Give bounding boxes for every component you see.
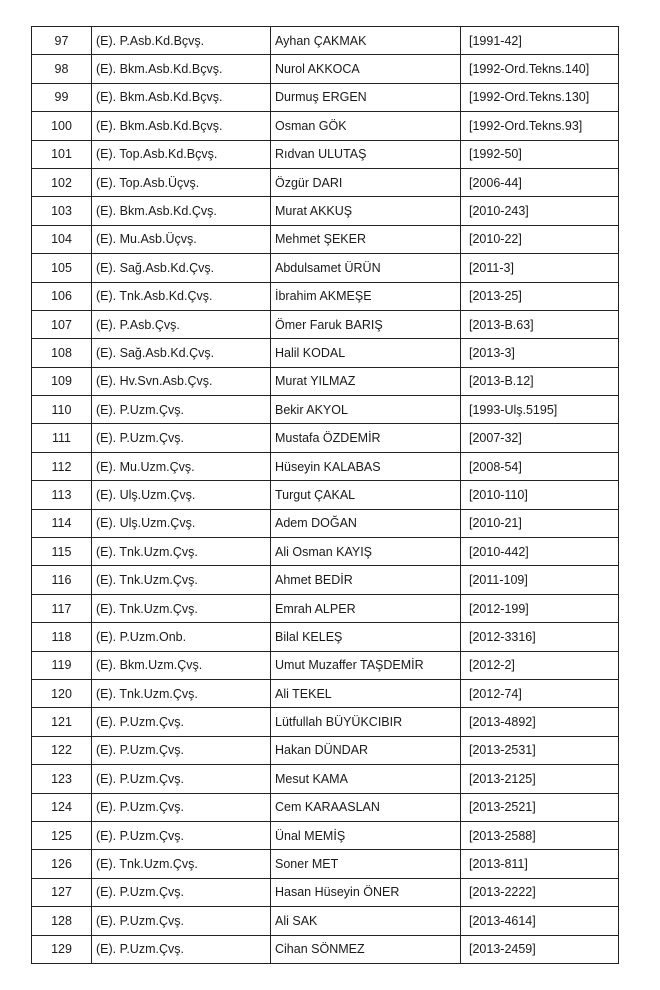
rank-cell: (E). Sağ.Asb.Kd.Çvş. bbox=[92, 254, 271, 282]
name-cell: Özgür DARI bbox=[271, 168, 461, 196]
name-cell: Hüseyin KALABAS bbox=[271, 452, 461, 480]
reference-cell: [2010-21] bbox=[461, 509, 619, 537]
reference-cell: [2010-442] bbox=[461, 538, 619, 566]
personnel-table bbox=[31, 26, 619, 964]
name-cell: Osman GÖK bbox=[271, 112, 461, 140]
row-number: 109 bbox=[32, 367, 92, 395]
rank-cell: (E). Mu.Uzm.Çvş. bbox=[92, 452, 271, 480]
table-row bbox=[32, 708, 619, 736]
reference-cell: [2013-4892] bbox=[461, 708, 619, 736]
rank-cell: (E). Bkm.Asb.Kd.Bçvş. bbox=[92, 112, 271, 140]
row-number: 125 bbox=[32, 821, 92, 849]
name-cell: Ömer Faruk BARIŞ bbox=[271, 310, 461, 338]
row-number: 101 bbox=[32, 140, 92, 168]
name-cell: Ali Osman KAYIŞ bbox=[271, 538, 461, 566]
row-number: 115 bbox=[32, 538, 92, 566]
reference-cell: [2013-2521] bbox=[461, 793, 619, 821]
row-number: 121 bbox=[32, 708, 92, 736]
row-number: 128 bbox=[32, 907, 92, 935]
rank-cell: (E). Tnk.Asb.Kd.Çvş. bbox=[92, 282, 271, 310]
name-cell: Murat AKKUŞ bbox=[271, 197, 461, 225]
row-number: 116 bbox=[32, 566, 92, 594]
table-row bbox=[32, 225, 619, 253]
rank-cell: (E). Tnk.Uzm.Çvş. bbox=[92, 850, 271, 878]
row-number: 105 bbox=[32, 254, 92, 282]
reference-cell: [1992-Ord.Tekns.93] bbox=[461, 112, 619, 140]
row-number: 113 bbox=[32, 481, 92, 509]
rank-cell: (E). Bkm.Asb.Kd.Bçvş. bbox=[92, 55, 271, 83]
reference-cell: [2010-243] bbox=[461, 197, 619, 225]
row-number: 124 bbox=[32, 793, 92, 821]
name-cell: Ahmet BEDİR bbox=[271, 566, 461, 594]
name-cell: Lütfullah BÜYÜKCIBIR bbox=[271, 708, 461, 736]
rank-cell: (E). Tnk.Uzm.Çvş. bbox=[92, 679, 271, 707]
reference-cell: [2013-25] bbox=[461, 282, 619, 310]
reference-cell: [2012-3316] bbox=[461, 623, 619, 651]
reference-cell: [2013-2531] bbox=[461, 736, 619, 764]
table-row bbox=[32, 27, 619, 55]
rank-cell: (E). Bkm.Asb.Kd.Çvş. bbox=[92, 197, 271, 225]
row-number: 120 bbox=[32, 679, 92, 707]
rank-cell: (E). P.Uzm.Çvş. bbox=[92, 396, 271, 424]
rank-cell: (E). P.Uzm.Çvş. bbox=[92, 424, 271, 452]
reference-cell: [1992-50] bbox=[461, 140, 619, 168]
rank-cell: (E). Bkm.Uzm.Çvş. bbox=[92, 651, 271, 679]
row-number: 123 bbox=[32, 765, 92, 793]
table-row bbox=[32, 566, 619, 594]
rank-cell: (E). Top.Asb.Kd.Bçvş. bbox=[92, 140, 271, 168]
reference-cell: [2007-32] bbox=[461, 424, 619, 452]
table-row bbox=[32, 878, 619, 906]
table-body bbox=[32, 27, 619, 964]
table-row bbox=[32, 55, 619, 83]
table-row bbox=[32, 793, 619, 821]
table-row bbox=[32, 481, 619, 509]
rank-cell: (E). P.Uzm.Çvş. bbox=[92, 736, 271, 764]
name-cell: Bekir AKYOL bbox=[271, 396, 461, 424]
reference-cell: [2013-2125] bbox=[461, 765, 619, 793]
table-row bbox=[32, 339, 619, 367]
reference-cell: [2008-54] bbox=[461, 452, 619, 480]
table-row bbox=[32, 821, 619, 849]
row-number: 104 bbox=[32, 225, 92, 253]
table-row bbox=[32, 424, 619, 452]
row-number: 110 bbox=[32, 396, 92, 424]
reference-cell: [2010-22] bbox=[461, 225, 619, 253]
name-cell: Adem DOĞAN bbox=[271, 509, 461, 537]
row-number: 129 bbox=[32, 935, 92, 963]
row-number: 111 bbox=[32, 424, 92, 452]
row-number: 108 bbox=[32, 339, 92, 367]
table-row bbox=[32, 679, 619, 707]
rank-cell: (E). P.Uzm.Çvş. bbox=[92, 821, 271, 849]
row-number: 127 bbox=[32, 878, 92, 906]
name-cell: Cihan SÖNMEZ bbox=[271, 935, 461, 963]
rank-cell: (E). P.Uzm.Çvş. bbox=[92, 765, 271, 793]
name-cell: Bilal KELEŞ bbox=[271, 623, 461, 651]
name-cell: Hasan Hüseyin ÖNER bbox=[271, 878, 461, 906]
row-number: 99 bbox=[32, 83, 92, 111]
reference-cell: [1992-Ord.Tekns.140] bbox=[461, 55, 619, 83]
reference-cell: [2010-110] bbox=[461, 481, 619, 509]
reference-cell: [2012-199] bbox=[461, 594, 619, 622]
table-row bbox=[32, 254, 619, 282]
name-cell: Ali TEKEL bbox=[271, 679, 461, 707]
row-number: 107 bbox=[32, 310, 92, 338]
rank-cell: (E). P.Uzm.Onb. bbox=[92, 623, 271, 651]
row-number: 119 bbox=[32, 651, 92, 679]
table-row bbox=[32, 935, 619, 963]
table-row bbox=[32, 623, 619, 651]
reference-cell: [2012-2] bbox=[461, 651, 619, 679]
rank-cell: (E). Ulş.Uzm.Çvş. bbox=[92, 509, 271, 537]
rank-cell: (E). Tnk.Uzm.Çvş. bbox=[92, 594, 271, 622]
table-row bbox=[32, 651, 619, 679]
reference-cell: [1991-42] bbox=[461, 27, 619, 55]
rank-cell: (E). P.Uzm.Çvş. bbox=[92, 907, 271, 935]
reference-cell: [2013-2588] bbox=[461, 821, 619, 849]
table-row bbox=[32, 765, 619, 793]
table-row bbox=[32, 197, 619, 225]
name-cell: Abdulsamet ÜRÜN bbox=[271, 254, 461, 282]
rank-cell: (E). Top.Asb.Üçvş. bbox=[92, 168, 271, 196]
table-row bbox=[32, 509, 619, 537]
name-cell: Rıdvan ULUTAŞ bbox=[271, 140, 461, 168]
name-cell: Hakan DÜNDAR bbox=[271, 736, 461, 764]
row-number: 112 bbox=[32, 452, 92, 480]
table-row bbox=[32, 850, 619, 878]
table-row bbox=[32, 282, 619, 310]
rank-cell: (E). P.Uzm.Çvş. bbox=[92, 935, 271, 963]
reference-cell: [2013-2222] bbox=[461, 878, 619, 906]
name-cell: Murat YILMAZ bbox=[271, 367, 461, 395]
reference-cell: [2013-B.12] bbox=[461, 367, 619, 395]
rank-cell: (E). Sağ.Asb.Kd.Çvş. bbox=[92, 339, 271, 367]
reference-cell: [2013-B.63] bbox=[461, 310, 619, 338]
row-number: 97 bbox=[32, 27, 92, 55]
table-row bbox=[32, 594, 619, 622]
name-cell: Nurol AKKOCA bbox=[271, 55, 461, 83]
row-number: 103 bbox=[32, 197, 92, 225]
name-cell: Ayhan ÇAKMAK bbox=[271, 27, 461, 55]
table-row bbox=[32, 140, 619, 168]
row-number: 102 bbox=[32, 168, 92, 196]
row-number: 117 bbox=[32, 594, 92, 622]
reference-cell: [2013-3] bbox=[461, 339, 619, 367]
reference-cell: [2013-4614] bbox=[461, 907, 619, 935]
reference-cell: [2006-44] bbox=[461, 168, 619, 196]
table-row bbox=[32, 538, 619, 566]
table-row bbox=[32, 367, 619, 395]
rank-cell: (E). P.Asb.Çvş. bbox=[92, 310, 271, 338]
name-cell: Ünal MEMİŞ bbox=[271, 821, 461, 849]
table-row bbox=[32, 452, 619, 480]
rank-cell: (E). Tnk.Uzm.Çvş. bbox=[92, 566, 271, 594]
rank-cell: (E). P.Uzm.Çvş. bbox=[92, 708, 271, 736]
reference-cell: [2012-74] bbox=[461, 679, 619, 707]
reference-cell: [1993-Ulş.5195] bbox=[461, 396, 619, 424]
reference-cell: [2011-3] bbox=[461, 254, 619, 282]
row-number: 114 bbox=[32, 509, 92, 537]
name-cell: Umut Muzaffer TAŞDEMİR bbox=[271, 651, 461, 679]
rank-cell: (E). P.Uzm.Çvş. bbox=[92, 878, 271, 906]
name-cell: Mustafa ÖZDEMİR bbox=[271, 424, 461, 452]
table-row bbox=[32, 736, 619, 764]
rank-cell: (E). Bkm.Asb.Kd.Bçvş. bbox=[92, 83, 271, 111]
reference-cell: [2013-811] bbox=[461, 850, 619, 878]
reference-cell: [1992-Ord.Tekns.130] bbox=[461, 83, 619, 111]
name-cell: Cem KARAASLAN bbox=[271, 793, 461, 821]
row-number: 126 bbox=[32, 850, 92, 878]
name-cell: İbrahim AKMEŞE bbox=[271, 282, 461, 310]
row-number: 122 bbox=[32, 736, 92, 764]
reference-cell: [2011-109] bbox=[461, 566, 619, 594]
name-cell: Durmuş ERGEN bbox=[271, 83, 461, 111]
table-row bbox=[32, 112, 619, 140]
row-number: 100 bbox=[32, 112, 92, 140]
name-cell: Emrah ALPER bbox=[271, 594, 461, 622]
rank-cell: (E). Ulş.Uzm.Çvş. bbox=[92, 481, 271, 509]
rank-cell: (E). P.Asb.Kd.Bçvş. bbox=[92, 27, 271, 55]
row-number: 98 bbox=[32, 55, 92, 83]
name-cell: Halil KODAL bbox=[271, 339, 461, 367]
name-cell: Turgut ÇAKAL bbox=[271, 481, 461, 509]
personnel-list bbox=[31, 26, 618, 964]
rank-cell: (E). Hv.Svn.Asb.Çvş. bbox=[92, 367, 271, 395]
table-row bbox=[32, 83, 619, 111]
rank-cell: (E). P.Uzm.Çvş. bbox=[92, 793, 271, 821]
table-row bbox=[32, 907, 619, 935]
row-number: 118 bbox=[32, 623, 92, 651]
rank-cell: (E). Mu.Asb.Üçvş. bbox=[92, 225, 271, 253]
table-row bbox=[32, 396, 619, 424]
row-number: 106 bbox=[32, 282, 92, 310]
table-row bbox=[32, 310, 619, 338]
table-row bbox=[32, 168, 619, 196]
rank-cell: (E). Tnk.Uzm.Çvş. bbox=[92, 538, 271, 566]
name-cell: Mesut KAMA bbox=[271, 765, 461, 793]
reference-cell: [2013-2459] bbox=[461, 935, 619, 963]
name-cell: Ali SAK bbox=[271, 907, 461, 935]
name-cell: Soner MET bbox=[271, 850, 461, 878]
name-cell: Mehmet ŞEKER bbox=[271, 225, 461, 253]
